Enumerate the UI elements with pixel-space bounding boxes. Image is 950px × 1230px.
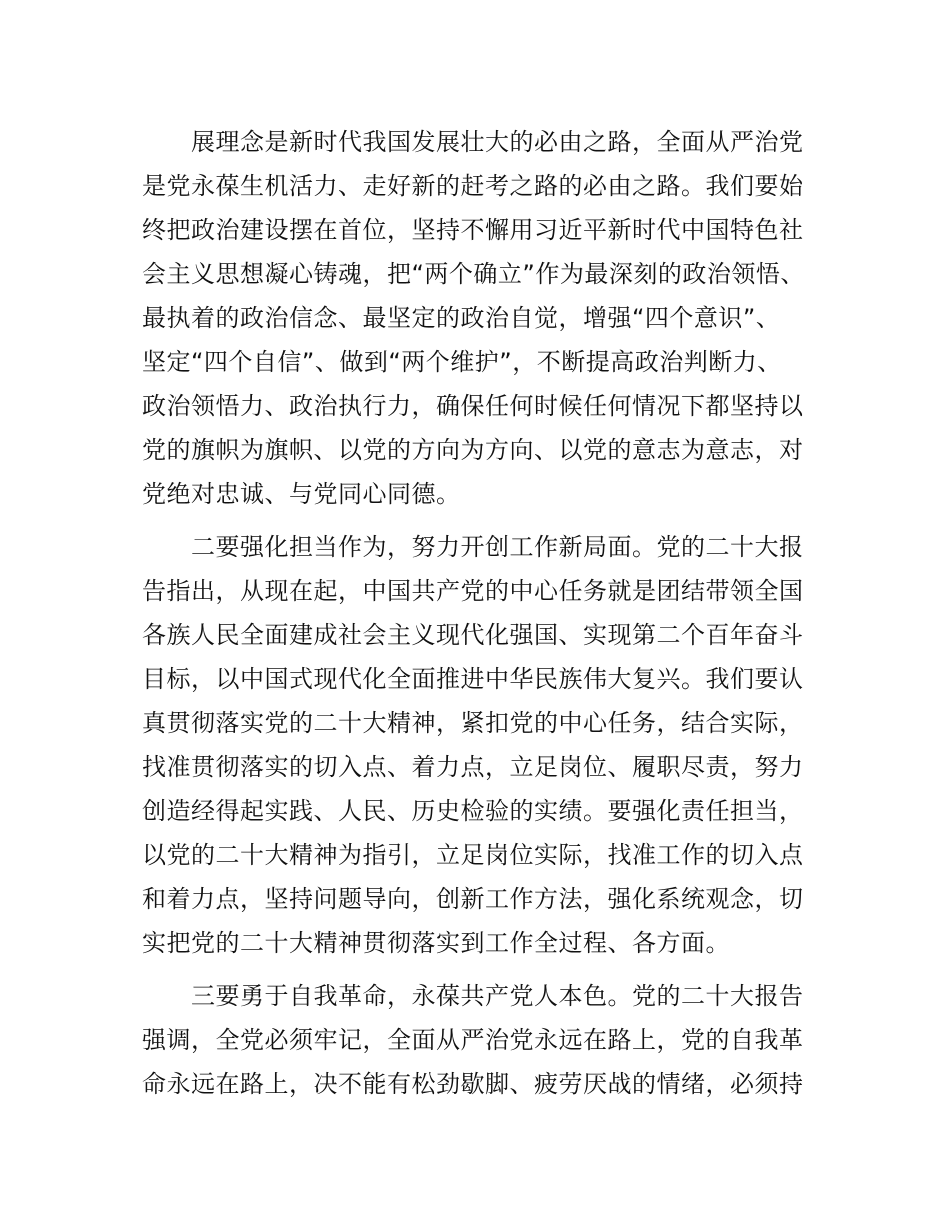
text-line: 强调，全党必须牢记，全面从严治党永远在路上，党的自我革 <box>142 1026 804 1054</box>
text-line: 找准贯彻落实的切入点、着力点，立足岗位、履职尽责，努力 <box>142 753 804 781</box>
text-line: 命永远在路上，决不能有松劲歇脚、疲劳厌战的情绪，必须持 <box>142 1070 804 1098</box>
text-line: 告指出，从现在起，中国共产党的中心任务就是团结带领全国 <box>142 577 804 605</box>
text-line: 展理念是新时代我国发展壮大的必由之路，全面从严治党 <box>142 128 804 156</box>
text-line: 政治领悟力、政治执行力，确保任何时候任何情况下都坚持以 <box>142 392 804 420</box>
text-line: 以党的二十大精神为指引，立足岗位实际，找准工作的切入点 <box>142 841 804 869</box>
text-line: 和着力点，坚持问题导向，创新工作方法，强化系统观念，切 <box>142 885 804 913</box>
text-line: 党的旗帜为旗帜、以党的方向为方向、以党的意志为意志，对 <box>142 436 804 464</box>
text-line: 党绝对忠诚、与党同心同德。 <box>142 480 461 508</box>
text-line: 坚定“四个自信”、做到“两个维护”，不断提高政治判断力、 <box>142 348 782 376</box>
text-line: 真贯彻落实党的二十大精神，紧扣党的中心任务，结合实际， <box>142 709 804 737</box>
text-line: 各族人民全面建成社会主义现代化强国、实现第二个百年奋斗 <box>142 621 804 649</box>
paragraph-3 <box>142 974 822 1106</box>
paragraph-2 <box>142 525 822 965</box>
text-line: 二要强化担当作为，努力开创工作新局面。党的二十大报 <box>142 533 804 561</box>
text-line: 实把党的二十大精神贯彻落实到工作全过程、各方面。 <box>142 929 730 957</box>
body-text <box>142 120 822 1115</box>
text-line: 最执着的政治信念、最坚定的政治自觉，增强“四个意识”、 <box>142 304 781 332</box>
text-line: 终把政治建设摆在首位，坚持不懈用习近平新时代中国特色社 <box>142 216 804 244</box>
text-line: 三要勇于自我革命，永葆共产党人本色。党的二十大报告 <box>142 982 804 1010</box>
text-line: 创造经得起实践、人民、历史检验的实绩。要强化责任担当， <box>142 797 804 825</box>
paragraph-1 <box>142 120 822 516</box>
text-line: 是党永葆生机活力、走好新的赶考之路的必由之路。我们要始 <box>142 172 804 200</box>
text-line: 会主义思想凝心铸魂，把“两个确立”作为最深刻的政治领悟、 <box>142 260 805 288</box>
text-line: 目标，以中国式现代化全面推进中华民族伟大复兴。我们要认 <box>142 665 804 693</box>
